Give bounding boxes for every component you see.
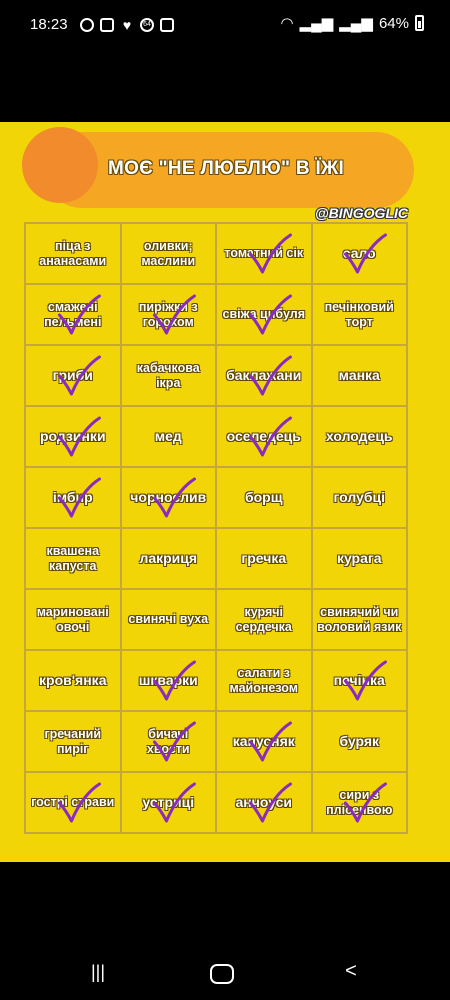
battery-icon bbox=[415, 15, 424, 31]
bingo-cell[interactable] bbox=[216, 589, 312, 650]
badge-64-icon: 64 bbox=[140, 18, 154, 32]
bingo-cell-label: оливки; маслини bbox=[141, 238, 196, 268]
bingo-cell-label: родзинки bbox=[39, 428, 106, 444]
mail-check-icon bbox=[100, 18, 114, 32]
battery-percent: 64% bbox=[378, 14, 409, 32]
bingo-cell-label: мариновані овочі bbox=[36, 604, 109, 634]
back-button[interactable]: < bbox=[345, 960, 357, 982]
bingo-cell[interactable] bbox=[312, 528, 408, 589]
bingo-cell-label: холодець bbox=[325, 428, 393, 444]
bingo-cell[interactable] bbox=[216, 772, 312, 833]
bingo-cell-label: гречка bbox=[241, 550, 287, 566]
bingo-cell[interactable] bbox=[312, 284, 408, 345]
bingo-cell[interactable] bbox=[312, 711, 408, 772]
bingo-cell[interactable] bbox=[121, 772, 217, 833]
bingo-cell-label: кабачкова ікра bbox=[136, 360, 200, 390]
bingo-cell-label: бичачі хвости bbox=[146, 726, 190, 756]
bingo-cell-label: манка bbox=[338, 367, 380, 383]
bingo-cell-label: гострі страви bbox=[31, 795, 115, 809]
bingo-cell-label: анчоуси bbox=[235, 794, 293, 810]
bingo-cell[interactable] bbox=[216, 650, 312, 711]
bingo-cell-label: томатний сік bbox=[224, 246, 304, 260]
bingo-cell[interactable] bbox=[25, 772, 121, 833]
bingo-title: МОЄ "НЕ ЛЮБЛЮ" В ЇЖІ bbox=[108, 158, 345, 179]
bingo-cell-label: свинячі вуха bbox=[128, 612, 209, 626]
bingo-cell[interactable] bbox=[121, 345, 217, 406]
bingo-cell-label: баклажани bbox=[226, 367, 302, 383]
bingo-card bbox=[0, 122, 450, 862]
bingo-cell-label: сало bbox=[342, 245, 376, 261]
bingo-cell-label: борщ bbox=[244, 489, 283, 505]
bingo-cell-label: гриби bbox=[52, 367, 93, 383]
bingo-cell[interactable] bbox=[25, 284, 121, 345]
bingo-cell-label: курячі сердечка bbox=[235, 604, 292, 634]
bingo-cell-label: свинячий чи воловий язик bbox=[317, 604, 402, 634]
bingo-cell[interactable] bbox=[216, 528, 312, 589]
bingo-cell-label: голубці bbox=[333, 489, 385, 505]
bingo-cell-label: імбир bbox=[52, 489, 93, 505]
bingo-cell-label: кров'янка bbox=[39, 672, 107, 688]
bingo-cell-label: салати з майонезом bbox=[229, 665, 298, 695]
bingo-cell[interactable] bbox=[121, 223, 217, 284]
bingo-cell[interactable] bbox=[312, 650, 408, 711]
bingo-cell-label: квашена капуста bbox=[46, 543, 100, 573]
bingo-cell-label: свіжа цибуля bbox=[222, 307, 305, 321]
bingo-cell-label: смажені пельмені bbox=[44, 299, 102, 329]
recent-apps-button[interactable]: ||| bbox=[90, 962, 106, 982]
bingo-cell[interactable] bbox=[25, 711, 121, 772]
pocket-icon bbox=[80, 18, 94, 32]
notification-icons bbox=[80, 18, 174, 32]
bingo-cell-label: шкварки bbox=[138, 672, 198, 688]
bingo-cell-label: буряк bbox=[339, 733, 380, 749]
bingo-cell-label: устриці bbox=[142, 794, 195, 810]
bingo-cell[interactable] bbox=[312, 345, 408, 406]
heart-icon: ♥ bbox=[122, 17, 132, 33]
signal-icon: ▂▄▆ bbox=[299, 15, 334, 32]
bingo-cell-label: печінка bbox=[333, 672, 385, 688]
bingo-cell-label: сири з плісенвою bbox=[326, 787, 393, 817]
bingo-cell[interactable] bbox=[216, 284, 312, 345]
bingo-cell[interactable] bbox=[25, 406, 121, 467]
bingo-cell[interactable] bbox=[312, 467, 408, 528]
navigation-bar bbox=[0, 940, 450, 1000]
bingo-cell-label: чорнослив bbox=[130, 489, 207, 505]
bingo-cell-label: капусняк bbox=[232, 733, 295, 749]
bingo-cell[interactable] bbox=[25, 223, 121, 284]
wifi-icon: ◠ bbox=[280, 15, 294, 32]
bingo-cell[interactable] bbox=[25, 467, 121, 528]
status-time: 18:23 bbox=[30, 16, 68, 33]
bingo-cell[interactable] bbox=[25, 345, 121, 406]
title-circle-decoration bbox=[22, 127, 98, 203]
bingo-cell[interactable] bbox=[121, 711, 217, 772]
bingo-cell[interactable] bbox=[216, 345, 312, 406]
home-button[interactable] bbox=[210, 964, 234, 984]
bingo-cell-label: печінковий торт bbox=[324, 299, 394, 329]
bingo-cell[interactable] bbox=[216, 406, 312, 467]
bingo-cell[interactable] bbox=[121, 650, 217, 711]
bingo-cell-label: гречаний пиріг bbox=[44, 726, 102, 756]
bingo-cell-label: лакриця bbox=[139, 550, 198, 566]
status-right bbox=[280, 14, 424, 32]
bingo-cell-label: оселедець bbox=[226, 428, 301, 444]
bingo-cell[interactable] bbox=[312, 406, 408, 467]
bingo-cell[interactable] bbox=[121, 406, 217, 467]
bingo-cell[interactable] bbox=[216, 223, 312, 284]
bingo-cell[interactable] bbox=[312, 223, 408, 284]
bingo-cell[interactable] bbox=[312, 772, 408, 833]
bingo-cell-label: піца з ананасами bbox=[39, 238, 107, 268]
status-bar bbox=[0, 0, 450, 52]
bingo-cell[interactable] bbox=[121, 467, 217, 528]
bingo-grid bbox=[24, 222, 408, 834]
bingo-cell[interactable] bbox=[25, 589, 121, 650]
bingo-cell[interactable] bbox=[121, 589, 217, 650]
signal-icon: ▂▄▆ bbox=[339, 15, 373, 32]
bingo-cell[interactable] bbox=[216, 467, 312, 528]
bingo-cell[interactable] bbox=[121, 284, 217, 345]
clipboard-icon bbox=[160, 18, 174, 32]
bingo-cell-label: курага bbox=[336, 550, 382, 566]
bingo-cell[interactable] bbox=[121, 528, 217, 589]
bingo-cell[interactable] bbox=[25, 650, 121, 711]
bingo-cell[interactable] bbox=[216, 711, 312, 772]
author-handle: @BINGOGLIC bbox=[315, 205, 408, 221]
bingo-cell[interactable] bbox=[312, 589, 408, 650]
bingo-cell-label: мед bbox=[154, 428, 182, 444]
bingo-cell[interactable] bbox=[25, 528, 121, 589]
bingo-cell-label: пиріжки з горохом bbox=[138, 299, 198, 329]
